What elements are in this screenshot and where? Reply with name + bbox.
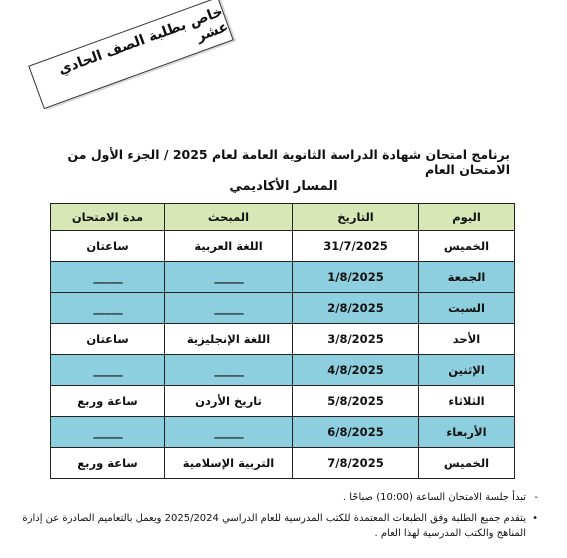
- duration-cell: ______: [51, 293, 165, 324]
- table-row: [51, 417, 515, 448]
- day-cell: الخميس: [419, 448, 515, 479]
- table-header-row: [51, 204, 515, 231]
- notes-section: [18, 490, 538, 541]
- day-cell: الإثنين: [419, 355, 515, 386]
- header-subject: المبحث: [165, 204, 293, 231]
- date-cell: 1/8/2025: [293, 262, 419, 293]
- day-cell: الخميس: [419, 231, 515, 262]
- note-text: يتقدم جميع الطلبة وفق الطبعات المعتمدة للكتب المدرسية للعام الدراسي 2025/2024 ويعمل بالتعاميم الصادرة عن إدارة المناهج والكتب المدرسية لهذا العام .: [22, 513, 526, 539]
- day-cell: السبت: [419, 293, 515, 324]
- duration-cell: ساعتان: [51, 324, 165, 355]
- note-item: [18, 490, 538, 505]
- date-cell: 3/8/2025: [293, 324, 419, 355]
- bullet-icon: -: [534, 492, 538, 503]
- table-row: [51, 293, 515, 324]
- duration-cell: ______: [51, 262, 165, 293]
- duration-cell: ______: [51, 417, 165, 448]
- subject-cell: التربية الإسلامية: [165, 448, 293, 479]
- header-duration: مدة الامتحان: [51, 204, 165, 231]
- date-cell: 2/8/2025: [293, 293, 419, 324]
- subject-cell: ______: [165, 262, 293, 293]
- note-item: [18, 511, 538, 541]
- table-row: [51, 386, 515, 417]
- subject-cell: تاريخ الأردن: [165, 386, 293, 417]
- subject-cell: اللغة الإنجليزية: [165, 324, 293, 355]
- duration-cell: ساعة وربع: [51, 386, 165, 417]
- date-cell: 31/7/2025: [293, 231, 419, 262]
- duration-cell: ساعتان: [51, 231, 165, 262]
- table-row: [51, 262, 515, 293]
- note-text: تبدأ جلسة الامتحان الساعة (10:00) صباحًا .: [342, 492, 526, 503]
- table-row: [51, 231, 515, 262]
- date-cell: 6/8/2025: [293, 417, 419, 448]
- exam-schedule-table: [50, 203, 515, 479]
- subject-cell: اللغة العربية: [165, 231, 293, 262]
- day-cell: الثلاثاء: [419, 386, 515, 417]
- track-subtitle: المسار الأكاديمي: [229, 179, 338, 194]
- bullet-icon: •: [532, 513, 538, 524]
- duration-cell: ساعة وربع: [51, 448, 165, 479]
- date-cell: 7/8/2025: [293, 448, 419, 479]
- page-title: برنامج امتحان شهادة الدراسة الثانوية العامة لعام 2025 / الجزء الأول من الامتحان العام: [67, 147, 510, 177]
- date-cell: 4/8/2025: [293, 355, 419, 386]
- header-date: التاريخ: [293, 204, 419, 231]
- subject-cell: ______: [165, 417, 293, 448]
- day-cell: الأربعاء: [419, 417, 515, 448]
- table-row: [51, 324, 515, 355]
- table-row: [51, 355, 515, 386]
- date-cell: 5/8/2025: [293, 386, 419, 417]
- subject-cell: ______: [165, 293, 293, 324]
- day-cell: الأحد: [419, 324, 515, 355]
- duration-cell: ______: [51, 355, 165, 386]
- day-cell: الجمعة: [419, 262, 515, 293]
- grade-stamp: خاص بطلبة الصف الحادي عشر: [28, 0, 234, 109]
- table-row: [51, 448, 515, 479]
- subject-cell: ______: [165, 355, 293, 386]
- header-day: اليوم: [419, 204, 515, 231]
